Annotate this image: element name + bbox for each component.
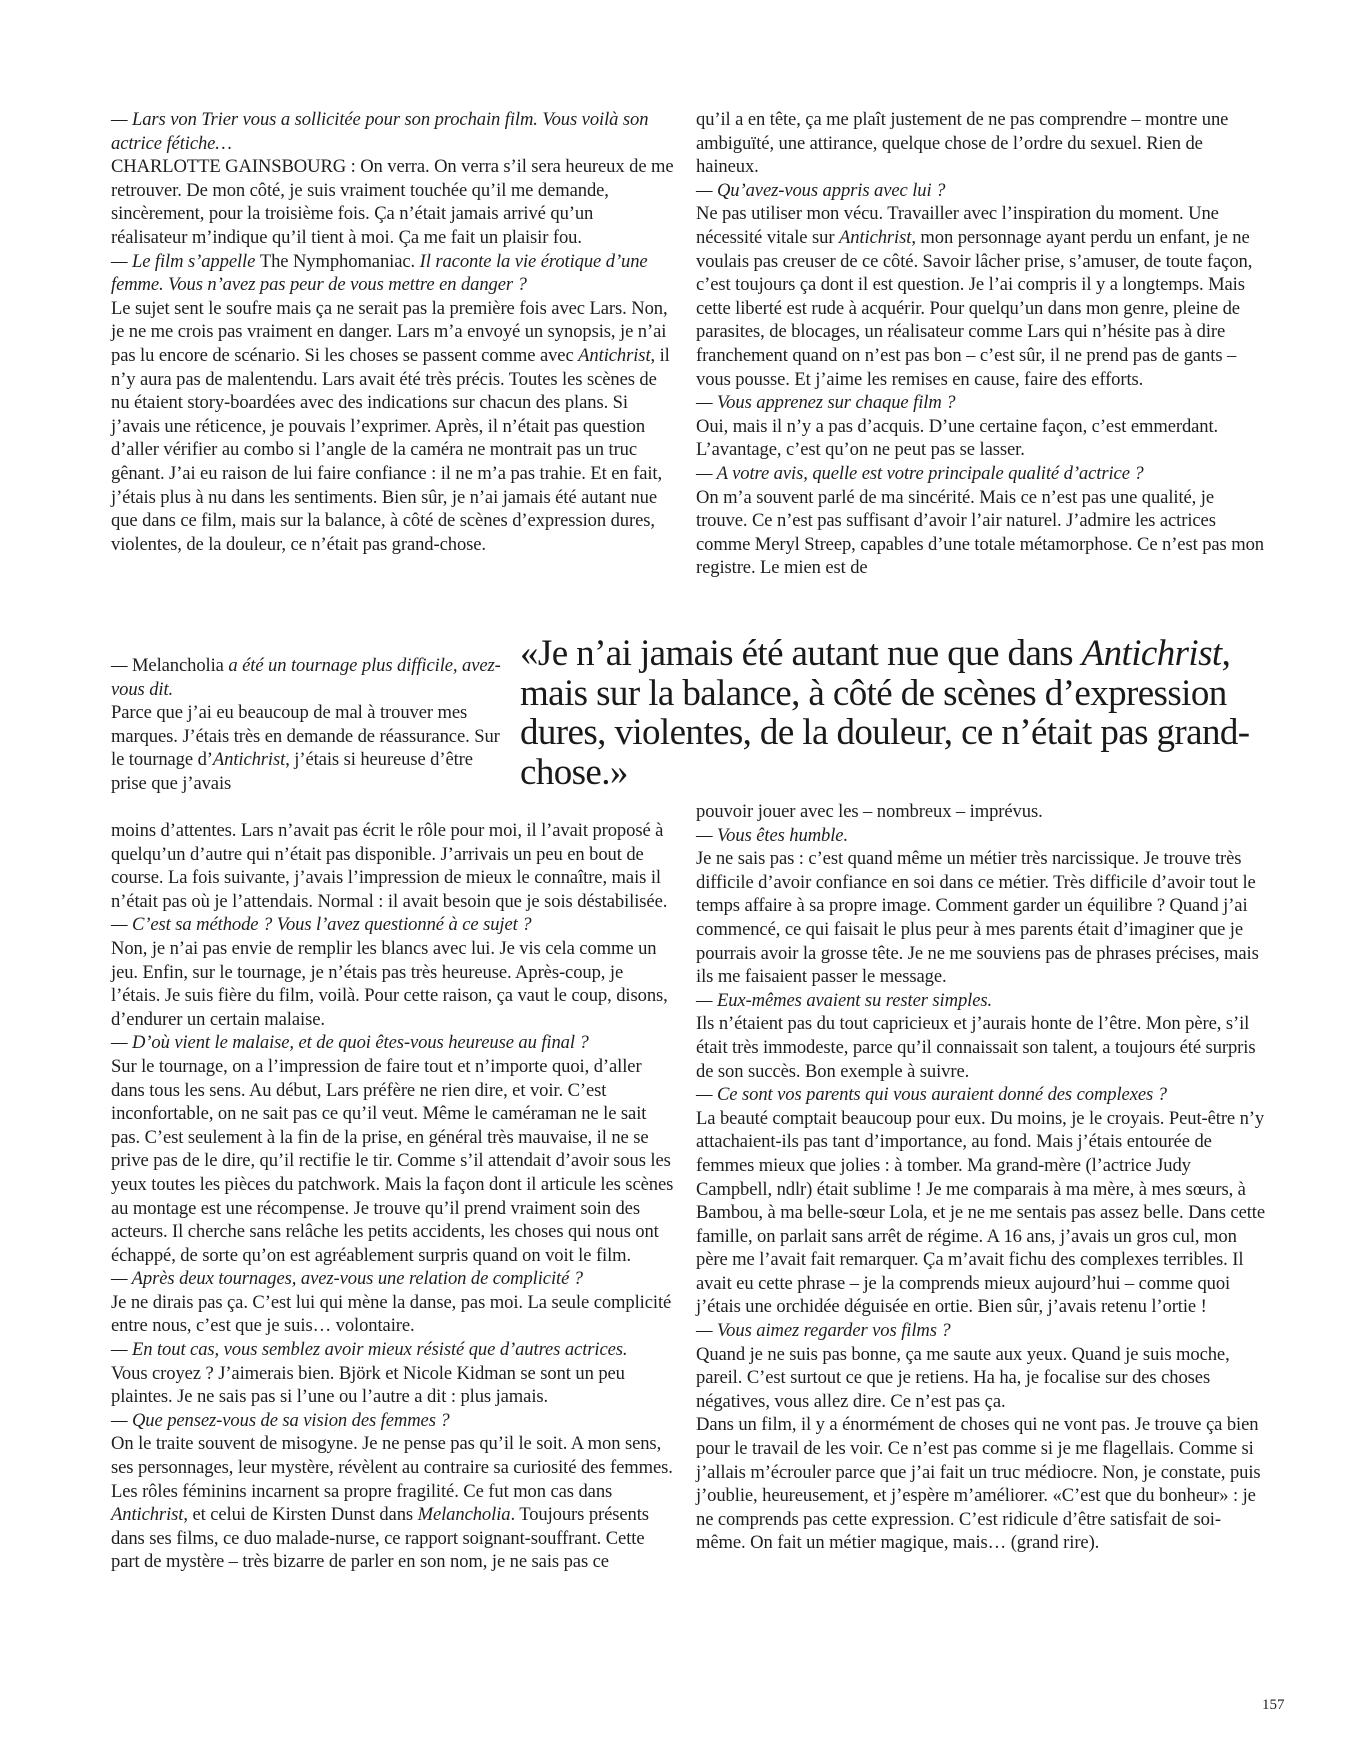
- page-number: 157: [1262, 1697, 1285, 1713]
- answer: On m’a souvent parlé de ma sincérité. Mais ce n’est pas une qualité, je trouve. Ce n’est pas suffisant d’avoir l’air naturel. J’admire les actrices comme Meryl Streep, capables d’une totale métamorphose. Ce n’est pas mon registre. Le mien est de: [696, 486, 1264, 579]
- question: — D’où vient le malaise, et de quoi êtes-vous heureuse au final ?: [111, 1032, 589, 1054]
- question-text: —: [111, 655, 132, 676]
- answer-text: On le traite souvent de misogyne. Je ne pense pas qu’il le soit. A mon sens, ses personnages, leur mystère, révèlent au contraire sa curiosité des femmes. Les rôles féminins incarnent sa propre fragilité. Ce fut mon cas dans: [111, 1433, 673, 1502]
- question: — Vous aimez regarder vos films ?: [696, 1320, 951, 1342]
- answer: CHARLOTTE GAINSBOURG : On verra. On verra s’il sera heureux de me retrouver. De mon côté, je suis vraiment touchée qu’il me demande, sincèrement, pour la troisième fois. Ça n’était jamais arrivé qu’un réalisateur m’indique qu’il tient à moi. Ça me fait un plaisir fou.: [111, 156, 674, 248]
- question: [111, 250, 674, 297]
- answer: La beauté comptait beaucoup pour eux. Du moins, je le croyais. Peut-être n’y attachaient-ils pas tant d’importance, au fond. Mais j’étais entourée de femmes mieux que jolies : à tomber. Ma grand-mère (l’actrice Judy Campbell, ndlr) était sublime ! Je me comparais à ma mère, à mes sœurs, à Bambou, à ma belle-sœur Lola, et je ne me sentais pas assez belle. Dans cette famille, on parlait sans arrêt de régime. A 16 ans, j’avais un gros cul, mon père me l’avait fait remarquer. Ça m’avait fichu des complexes terribles. Il avait eu cette phrase – je la comprends mieux aujourd’hui – comme quoi j’étais une orchidée déguisée en ortie. Bien sûr, j’avais retenu l’ortie !: [696, 1107, 1266, 1318]
- answer: Dans un film, il y a énormément de choses qui ne vont pas. Je trouve ça bien pour le travail de les voir. Ce n’est pas comme si je me flagellais. Comme si j’allais m’écrouler parce que j’ai fait un truc médiocre. Non, je constate, puis j’oublie, heureusement, et j’espère m’améliorer. «C’est que du bonheur» : je ne comprends pas cette expression. C’est ridicule d’être satisfait de soi-même. On fait un métier magique, mais… (grand rire).: [696, 1414, 1261, 1554]
- answer-text: , et celui de Kirsten Dunst dans: [183, 1504, 418, 1526]
- answer-text: , il n’y aura pas de malentendu. Lars avait été très précis. Toutes les scènes de nu étaient story-boardées avec des indications sur chacun des plans. Si j’avais une réticence, je pouvais l’exprimer. Après, il n’était pas question d’aller vérifier au combo si l’angle de la caméra ne montrait pas un truc gênant. J’ai eu raison de lui faire confiance : il ne m’a pas trahie. Et en fait, j’étais plus à nu dans les sentiments. Bien sûr, je n’ai jamais été autant nue que dans ce film, mais sur la balance, à côté de scènes d’expression dures, violentes, de la douleur, ce n’était pas grand-chose.: [111, 344, 670, 555]
- column-left-top: [111, 108, 674, 556]
- answer: Je ne sais pas : c’est quand même un métier très narcissique. Je trouve très difficile d’avoir confiance en soi dans ce métier. Très difficile d’avoir tout le temps affaire à sa propre image. Comment garder un équilibre ? Quand j’ai commencé, ce qui faisait le plus peur à mes parents était d’imaginer que je pourrais avoir la grosse tête. Je ne me souviens pas de phrases précises, mais ils me faisaient passer le message.: [696, 848, 1259, 988]
- film-title: Antichrist: [838, 226, 912, 248]
- question: — Ce sont vos parents qui vous auraient donné des complexes ?: [696, 1084, 1167, 1106]
- question: — En tout cas, vous semblez avoir mieux résisté que d’autres actrices.: [111, 1339, 628, 1361]
- answer-text: Le sujet sent le soufre mais ça ne serait pas la première fois avec Lars. Non, je ne me crois pas vraiment en danger. Lars m’a envoyé un synopsis, je n’ai pas lu encore de scénario. Si les choses se passent comme avec: [111, 297, 668, 366]
- question: — Eux-mêmes avaient su rester simples.: [696, 989, 993, 1011]
- question-text: a été un tournage plus difficile, avez-vous dit.: [111, 655, 501, 700]
- question: [111, 654, 506, 701]
- question: — Vous êtes humble.: [696, 824, 848, 846]
- answer: [696, 202, 1268, 391]
- pull-quote: [520, 634, 1280, 792]
- question-text: — Le film s’appelle: [111, 250, 260, 272]
- answer: moins d’attentes. Lars n’avait pas écrit le rôle pour moi, il l’avait proposé à quelqu’un d’autre qui n’était pas disponible. J’arrivais un peu en bout de course. La fois suivante, j’avais l’impression de mieux le connaître, mais il n’était pas où je l’attendais. Normal : il avait besoin que je sois déstabilisée.: [111, 820, 668, 912]
- pull-quote-text: , mais sur la balance, à côté de scènes d’expression dures, violentes, de la douleur, ce n’était pas grand-chose.»: [520, 633, 1250, 793]
- column-left-narrow: [111, 654, 506, 796]
- answer: [111, 1432, 674, 1574]
- pull-quote-text: «Je n’ai jamais été autant nue que dans: [520, 633, 1082, 674]
- film-title: Melancholia: [131, 655, 224, 676]
- question: — Lars von Trier vous a sollicitée pour son prochain film. Vous voilà son actrice fétiche…: [111, 109, 649, 154]
- answer: Oui, mais il n’y a pas d’acquis. D’une certaine façon, c’est emmerdant. L’avantage, c’est qu’on ne peut pas se lasser.: [696, 415, 1219, 461]
- question: — A votre avis, quelle est votre principale qualité d’actrice ?: [696, 462, 1144, 484]
- question: — Qu’avez-vous appris avec lui ?: [696, 179, 946, 201]
- question-text: Il raconte la vie érotique d’une femme. Vous n’avez pas peur de vous mettre en danger ?: [111, 250, 648, 296]
- question: — C’est sa méthode ? Vous l’avez questionné à ce sujet ?: [111, 914, 532, 936]
- answer-text: Parce que j’ai eu beaucoup de mal à trouver mes marques. J’étais très en demande de réassurance. Sur le tournage d’: [111, 702, 500, 771]
- answer: qu’il a en tête, ça me plaît justement de ne pas comprendre – montre une ambiguïté, une attirance, quelque chose de l’ordre du sexuel. Rien de haineux.: [696, 109, 1229, 178]
- answer-text: . Toujours présents dans ses films, ce duo malade-nurse, ce rapport soignant-souffrant. Cette part de mystère – très bizarre de parler en son nom, je ne sais pas ce: [111, 1504, 649, 1573]
- column-left-bottom: [111, 819, 674, 1574]
- answer: Quand je ne suis pas bonne, ça me saute aux yeux. Quand je suis moche, pareil. C’est surtout ce que je retiens. Ha ha, je focalise sur des choses négatives, vous allez dire. Ce n’est pas ça.: [696, 1343, 1230, 1412]
- answer-text: , mon personnage ayant perdu un enfant, je ne voulais pas creuser de ce côté. Savoir lâcher prise, s’amuser, de toute façon, c’est toujours ça dont il est question. Je l’ai compris il y a longtemps. Mais cette liberté est rude à acquérir. Pour quelqu’un dans mon genre, pleine de parasites, de blocages, un réalisateur comme Lars qui n’hésite pas à dire franchement quand on n’est pas bon – c’est sûr, il ne prend pas de gants – vous pousse. Et j’aime les remises en cause, faire des efforts.: [696, 226, 1253, 390]
- question: — Que pensez-vous de sa vision des femmes ?: [111, 1409, 450, 1431]
- answer: Ils n’étaient pas du tout capricieux et j’aurais honte de l’être. Mon père, s’il était très immodeste, parce qu’il connaissait son talent, a toujours été surpris de son succès. Bon exemple à suivre.: [696, 1013, 1256, 1082]
- answer: [111, 297, 674, 557]
- answer: Vous croyez ? J’aimerais bien. Björk et Nicole Kidman se sont un peu plaintes. Je ne sais pas si l’une ou l’autre a dit : plus jamais.: [111, 1362, 625, 1408]
- answer-text: Ne pas utiliser mon vécu. Travailler avec l’inspiration du moment. Une nécessité vitale sur: [696, 203, 1219, 248]
- film-title: Antichrist: [578, 344, 651, 366]
- answer: Non, je n’ai pas envie de remplir les blancs avec lui. Je vis cela comme un jeu. Enfin, sur le tournage, je n’étais pas très heureuse. Après-coup, je l’étais. Je suis fière du film, voilà. Pour cette raison, ça vaut le coup, disons, d’endurer un certain malaise.: [111, 937, 668, 1030]
- question: — Vous apprenez sur chaque film ?: [696, 392, 956, 414]
- question: — Après deux tournages, avez-vous une relation de complicité ?: [111, 1268, 583, 1290]
- column-right-top: [696, 108, 1268, 580]
- answer: Je ne dirais pas ça. C’est lui qui mène la danse, pas moi. La seule complicité entre nous, c’est que je suis… volontaire.: [111, 1291, 672, 1337]
- answer-text: , j’étais si heureuse d’être prise que j’avais: [111, 749, 473, 794]
- film-title: Melancholia: [417, 1504, 511, 1526]
- film-title: The Nymphomaniac.: [259, 250, 416, 272]
- answer: Sur le tournage, on a l’impression de faire tout et n’importe quoi, d’aller dans tous les sens. Au début, Lars préfère ne rien dire, et voir. C’est inconfortable, on ne sait pas ce qu’il veut. Même le caméraman ne le sait pas. C’est seulement à la fin de la prise, en général très mauvaise, il ne se prive pas de le dire, qu’il rectifie le tir. Comme s’il attendait d’avoir sous les yeux toutes les pièces du patchwork. Mais la façon dont il articule les scènes au montage est une récompense. Je trouve qu’il prend vraiment soin des acteurs. Il cherche sans relâche les petits accidents, les choses qui nous ont échappé, de sorte qu’on est agréablement surpris quand on voit le film.: [111, 1055, 674, 1266]
- pull-quote-film-title: Antichrist: [1081, 633, 1222, 674]
- film-title: Antichrist: [212, 749, 286, 771]
- column-right-bottom: [696, 800, 1268, 1555]
- answer: pouvoir jouer avec les – nombreux – imprévus.: [696, 801, 1043, 822]
- answer: [111, 701, 506, 795]
- film-title: Antichrist: [111, 1504, 184, 1526]
